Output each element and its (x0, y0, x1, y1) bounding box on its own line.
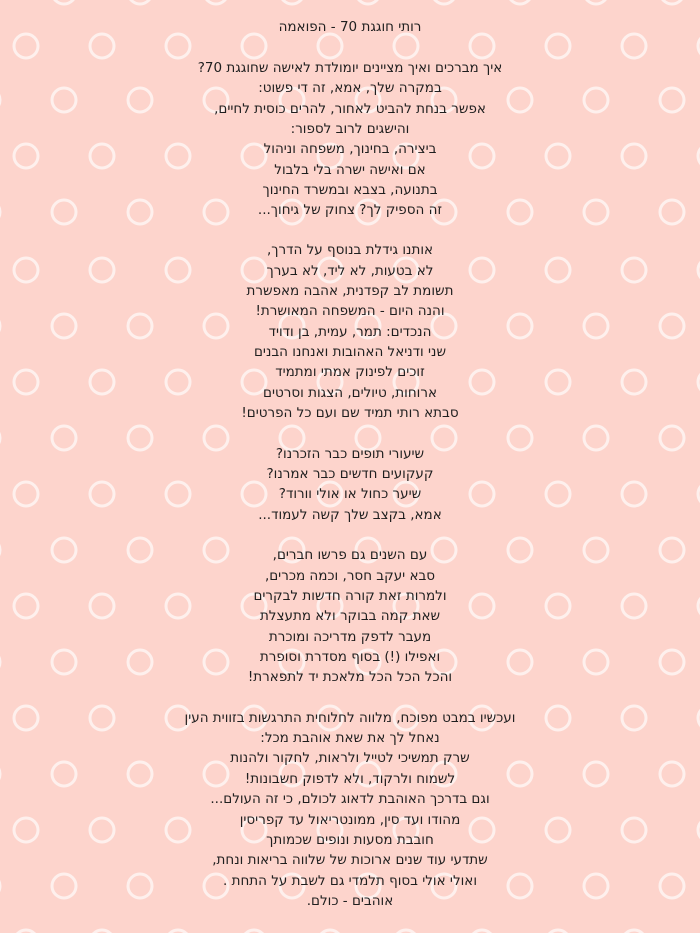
poem-line: שני ודניאל האהובות ואנחנו הבנים (253, 344, 447, 360)
poem-line: במקרה שלך, אמא, זה די פשוט: (258, 80, 442, 96)
poem-line: וגם בדרכך האוהבת לדאוג לכולם, כי זה העולם... (210, 791, 490, 807)
poem-line: ולמרות זאת קורה חדשות לבקרים (253, 588, 447, 604)
background-circle-decoration (204, 0, 228, 4)
poem-line: שאת קמה בבוקר ולא מתעצלת (259, 608, 441, 624)
background-circle-decoration (318, 34, 342, 58)
background-circle-decoration (660, 0, 684, 4)
background-circle-decoration (356, 0, 380, 4)
background-circle-decoration (90, 34, 114, 58)
poem-line: לא בטעות, לא ליד, לא בערך (266, 263, 434, 279)
poem-line: והישגים לרוב לספור: (290, 121, 410, 137)
poem-line: סבתא רותי תמיד שם ועם כל הפרטים! (241, 405, 459, 421)
poem-line: אם ואישה ישרה בלי בלבול (274, 162, 426, 178)
background-circle-decoration (242, 34, 266, 58)
poem-line: קעקועים חדשים כבר אמרנו? (266, 466, 434, 482)
poem-title: רותי חוגגת 70 - הפואמה (278, 19, 422, 35)
poem-line: נאחל לך את שאת אוהבת מכל: (260, 730, 440, 746)
poem-line: לשמוח ולרקוד, ולא לדפוק חשבונות! (244, 771, 456, 787)
background-circle-decoration (166, 34, 190, 58)
background-circle-decoration (622, 34, 646, 58)
poem-line: מהודו ועד סין, ממונטריאול עד קפריסין (239, 812, 461, 828)
poem-line: והכל הכל הכל מלאכת יד לתפארת! (247, 669, 453, 685)
poem-line: אמא, בקצב שלך קשה לעמוד... (258, 507, 442, 523)
poem-line: שרק תמשיכי לטייל ולראות, לחקור ולהנות (230, 750, 470, 766)
poem-line: ואולי אולי בסוף תלמדי גם לשבת על התחת . (222, 873, 477, 889)
poem-line: חובבת מסעות ונופים שכמותך (266, 832, 434, 848)
poem-line: עם השנים גם פרשו חברים, (272, 547, 428, 563)
poem-signature: אוהבים - כולם. (306, 893, 394, 909)
poem-line: זוכים לפינוק אמתי ומתמיד (275, 364, 425, 380)
poem-line: והנה היום - המשפחה המאושרת! (255, 303, 445, 319)
poem-line: ביצירה, בחינוך, משפחה וניהול (263, 141, 437, 157)
poem-line: שתדעי עוד שנים ארוכות של שלווה בריאות ונחת, (212, 852, 488, 868)
background-circle-decoration (584, 0, 608, 4)
poem-line: תשומת לב קפדנית, אהבה מאפשרת (246, 283, 454, 299)
background-circle-decoration (508, 0, 532, 4)
background-circle-decoration (280, 0, 304, 4)
background-circle-decoration (470, 34, 494, 58)
background-circle-decoration (432, 0, 456, 4)
background-circle-decoration (546, 34, 570, 58)
poem-line: שיער כחול או אולי וורוד? (278, 486, 422, 502)
background-circle-decoration (14, 34, 38, 58)
poem-line: אותנו גידלת בנוסף על הדרך, (266, 242, 434, 258)
poem-line: ועכשיו במבט מפוכח, מלווה לחלוחית התרגשות בזווית העין (184, 710, 516, 726)
poem-line: הנכדים: תמר, עמית, בן ודויד (268, 324, 432, 340)
background-circle-decoration (394, 34, 418, 58)
poem-line: סבא יעקב חסר, וכמה מכרים, (264, 568, 436, 584)
poem-line: איך מברכים ואיך מציינים יומולדת לאישה שחוגגת 70? (197, 60, 503, 76)
background-circle-decoration (128, 0, 152, 4)
background-circle-decoration (52, 0, 76, 4)
poem-line: זה הספיק לך? צחוק של גיחוך... (257, 202, 443, 218)
poem-line: אפשר בנחת להביט לאחור, להרים כוסית לחיים, (214, 101, 486, 117)
poem-line: בתנועה, בצבא ובמשרד החינוך (262, 182, 438, 198)
poem-line: מעבר לדפק מדריכה ומוכרת (268, 629, 432, 645)
poem-line: ארוחות, טיולים, הצגות וסרטים (263, 385, 437, 401)
poem-line: שיעורי תופים כבר הזכרנו? (275, 446, 425, 462)
poem-line: ואפילו (!) בסוף מסדרת וסופרת (259, 649, 441, 665)
